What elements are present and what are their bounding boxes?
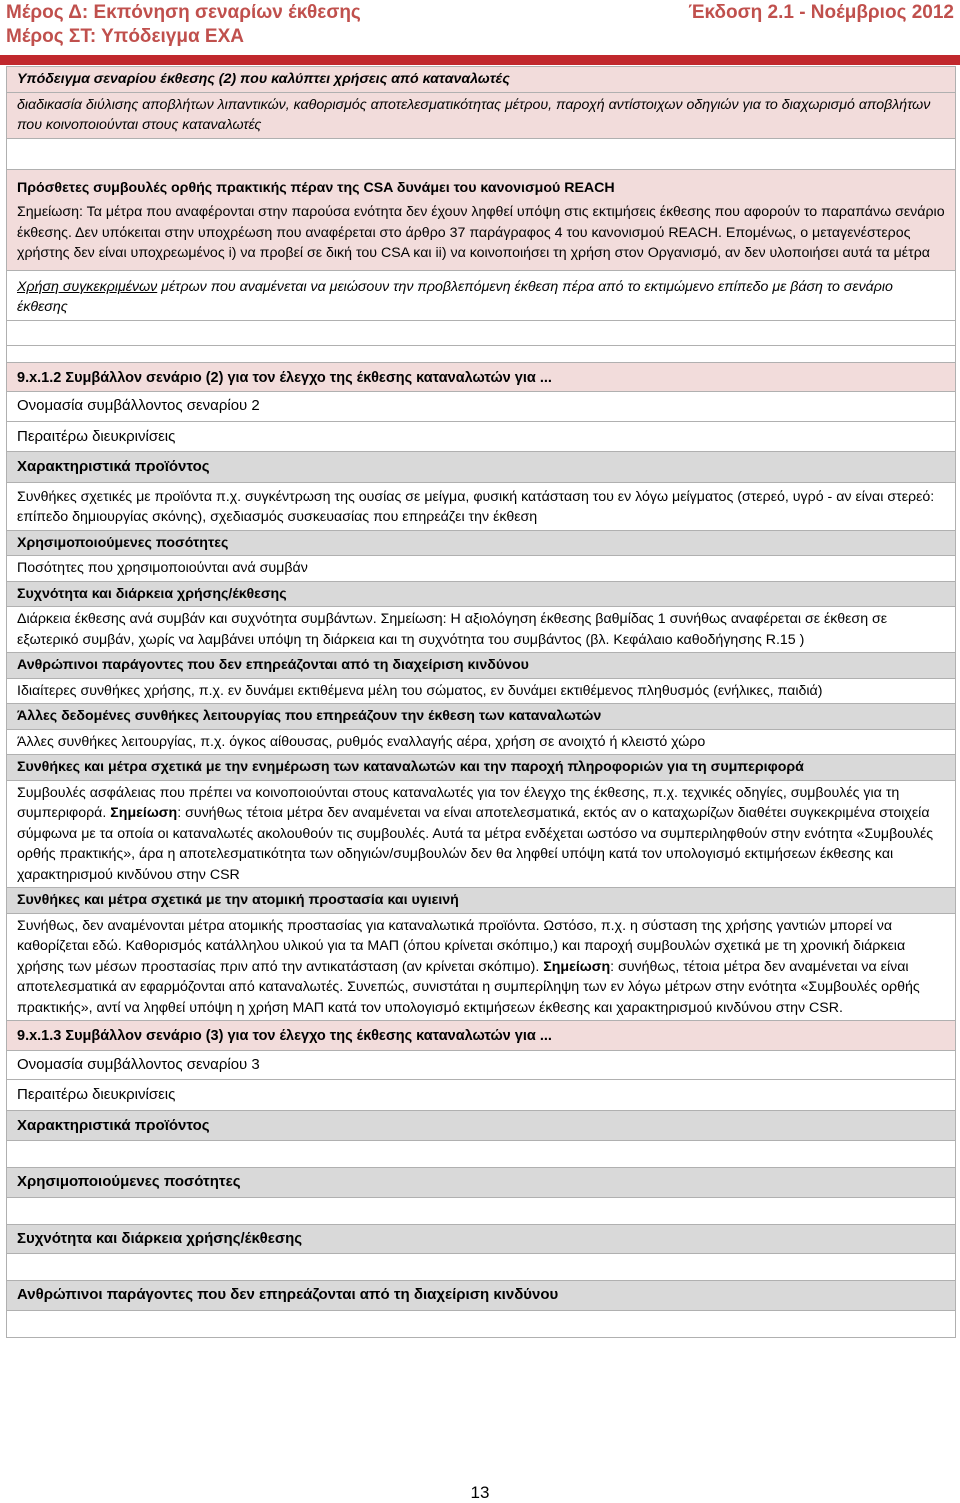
info-text-part2: : συνήθως τέτοια μέτρα δεν αναμένεται να είναι αποτελεσματικά, εκτός αν ο καταχωρίζων διαθέτει συγκεκριμένα στοιχεία σύμφωνα με τα οποία οι καταναλωτές ακολουθούν τις συμβουλές. Αυτά τα μέτρα ενδέχεται ωστόσο να συμπεριληφθούν στην ενότητα «Συμβουλές ορθής πρακτικής», άρα η αποτελεσματικότητα των οδηγιών/συμβουλών δεν θα ληφθεί υπόψη κατά τον υπολογισμό εκτιμήσεων έκθεσης και χαρακτηρισμού κινδύνου στην CSR <box>17 805 934 883</box>
empty-cell <box>7 1310 956 1337</box>
contrib2-heading-row <box>7 362 956 392</box>
contrib2-ppe-title: Συνθήκες και μέτρα σχετικά με την ατομική προστασία και υγιεινή <box>7 888 956 914</box>
contrib2-name: Ονομασία συμβάλλοντος σεναρίου 2 <box>7 392 956 422</box>
ppe-text-part1: Συνήθως, δεν αναμένονται μέτρα ατομικής προστασίας για καταναλωτικά προϊόντα. Ωστόσο, π.χ. η σύσταση της χρήσης γαντιών μπορεί να καθορίζεται εδώ. Καθορισμός κατάλληλου υλικού για τα ΜΑΠ (όπου κρίνεται σκόπιμο,) και παροχή συμβουλών σχετικά με τη χρονική διάρκεια χρήσης των μέσων προστασίας πριν από την αντικατάσταση (αν κρίνεται σκόπιμο). <box>17 917 906 975</box>
info-text-part1: Συμβουλές ασφάλειας που πρέπει να κοινοποιούνται στους καταναλωτές για τον έλεγχο της έκθεσης, π.χ. τεχνικές οδηγίες, συμβουλές για τη συμπεριφορά. <box>17 784 900 821</box>
contrib2-amounts-text: Ποσότητες που χρησιμοποιούνται ανά συμβάν <box>7 556 956 582</box>
section-title-row <box>7 67 956 93</box>
empty-cell <box>7 1197 956 1224</box>
contrib2-other-title: Άλλες δεδομένες συνθήκες λειτουργίας που επηρεάζουν την έκθεση των καταναλωτών <box>7 704 956 730</box>
section-title: Υπόδειγμα σεναρίου έκθεσης (2) που καλύπτει χρήσεις από καταναλωτές <box>7 67 956 93</box>
contrib2-info-text <box>7 780 956 888</box>
info-note-label: Σημείωση <box>110 805 178 821</box>
header-part-f: Μέρος ΣΤ: Υπόδειγμα ΕΧΑ <box>6 26 244 47</box>
ppe-note-label: Σημείωση <box>543 958 611 975</box>
specific-measures-row <box>7 270 956 320</box>
contrib3-amounts-title: Χρησιμοποιούμενες ποσότητες <box>7 1168 956 1198</box>
ppe-text-part2: : συνήθως, τέτοια μέτρα δεν αναμένεται να είναι αποτελεσματικά αν εφαρμόζονται από καταναλωτές. Συνεπώς, συνιστάται η συμπερίληψη των εν λόγω μέτρων στην ενότητα «Συμβουλές ορθής πρακτικής», αντί να ληφθεί υπόψη η χρήση ΜΑΠ κατά τον υπολογισμό εκτιμήσεων έκθεσης και χαρακτηρισμού κινδύνου στην CSR. <box>17 958 920 1016</box>
empty-cell <box>7 1141 956 1168</box>
contrib2-amounts-title: Χρησιμοποιούμενες ποσότητες <box>7 530 956 556</box>
page-number: 13 <box>470 1483 490 1502</box>
specific-measures-underlined: Χρήση συγκεκριμένων <box>17 278 158 295</box>
page-header <box>0 0 960 50</box>
contrib2-freq-text: Διάρκεια έκθεσης ανά συμβάν και συχνότητα συμβάντων. Σημείωση: Η αξιολόγηση έκθεσης βαθμίδας 1 συνήθως αναφέρεται σε έκθεση σε εξωτερικό συμβάν, χωρίς να λαμβάνει υπόψη τη διάρκεια και τη συχνότητα του συμβάντος (βλ. Κεφάλαιο καθοδήγησης R.15 ) <box>7 607 956 653</box>
section-description: διαδικασία διύλισης αποβλήτων λιπαντικών, καθορισμός αποτελεσματικότητας μέτρου, παροχή αντίστοιχων οδηγιών για το διαχωρισμό αποβλήτων που κοινοποιούνται στους καταναλωτές <box>7 92 956 138</box>
contrib3-freq-title: Συχνότητα και διάρκεια χρήσης/έκθεσης <box>7 1224 956 1254</box>
advice-row <box>7 169 956 270</box>
empty-cell <box>7 1254 956 1281</box>
contrib2-info-title: Συνθήκες και μέτρα σχετικά με την ενημέρωση των καταναλωτών και την παροχή πληροφοριών για τη συμπεριφορά <box>7 755 956 781</box>
specific-measures-text: μέτρων που αναμένεται να μειώσουν την προβλεπόμενη έκθεση πέρα από το εκτιμώμενο επίπεδο με βάση το σενάριο έκθεσης <box>17 278 893 315</box>
header-version: Έκδοση 2.1 - Νοέμβριος 2012 <box>688 2 954 23</box>
contrib2-ppe-text <box>7 913 956 1021</box>
contrib2-freq-title: Συχνότητα και διάρκεια χρήσης/έκθεσης <box>7 581 956 607</box>
contrib3-human-title: Ανθρώπινοι παράγοντες που δεν επηρεάζονται από τη διαχείριση κινδύνου <box>7 1281 956 1311</box>
contrib2-human-title: Ανθρώπινοι παράγοντες που δεν επηρεάζονται από τη διαχείριση κινδύνου <box>7 653 956 679</box>
contrib2-details: Περαιτέρω διευκρινίσεις <box>7 421 956 452</box>
empty-row <box>7 320 956 345</box>
section-description-row <box>7 92 956 138</box>
contrib2-other-text: Άλλες συνθήκες λειτουργίας, π.χ. όγκος αίθουσας, ρυθμός εναλλαγής αέρα, χρήση σε ανοιχτό ή κλειστό χώρο <box>7 729 956 755</box>
header-part-d: Μέρος Δ: Εκπόνηση σεναρίων έκθεσης <box>6 2 361 23</box>
contrib3-details: Περαιτέρω διευκρινίσεις <box>7 1080 956 1111</box>
advice-note: Σημείωση: Τα μέτρα που αναφέρονται στην παρούσα ενότητα δεν έχουν ληφθεί υπόψη στις εκτιμήσεις έκθεσης που αφορούν το παραπάνω σενάριο έκθεσης. Δεν υπόκειται στην υποχρέωση που αναφέρεται στο άρθρο 37 παράγραφος 4 του κανονισμού REACH. Επομένως, ο μεταγενέστερος χρήστης δεν είναι υποχρεωμένος i) να προβεί σε δική του CSA και ii) να κοινοποιήσει τη χρήση στον Οργανισμό, αν δεν υλοποιήσει αυτά τα μέτρα <box>17 204 945 261</box>
empty-row <box>7 345 956 362</box>
contrib2-human-text: Ιδιαίτερες συνθήκες χρήσης, π.χ. εν δυνάμει εκτιθέμενα μέλη του σώματος, εν δυνάμει εκτιθέμενος πληθυσμός (ενήλικες, παιδιά) <box>7 678 956 704</box>
empty-cell <box>7 138 956 169</box>
contrib3-name: Ονομασία συμβάλλοντος σεναρίου 3 <box>7 1050 956 1080</box>
contrib2-heading: 9.x.1.2 Συμβάλλον σενάριο (2) για τον έλεγχο της έκθεσης καταναλωτών για ... <box>7 362 956 392</box>
exposure-scenario-table <box>6 66 956 1338</box>
advice-title: Πρόσθετες συμβουλές ορθής πρακτικής πέραν της CSA δυνάμει του κανονισμού REACH <box>17 179 615 196</box>
empty-row <box>7 138 956 169</box>
contrib2-product-cond: Συνθήκες σχετικές με προϊόντα π.χ. συγκέντρωση της ουσίας σε μείγμα, φυσική κατάσταση του εν λόγω μείγματος (στερεό, υγρό - αν είναι στερεό: επίπεδο δημιουργίας σκόνης), σχεδιασμός συσκευασίας που επηρεάζει την έκθεση <box>7 482 956 530</box>
empty-cell <box>7 320 956 345</box>
contrib3-product-char: Χαρακτηριστικά προϊόντος <box>7 1110 956 1141</box>
contrib3-heading: 9.x.1.3 Συμβάλλον σενάριο (3) για τον έλεγχο της έκθεσης καταναλωτών για ... <box>7 1021 956 1051</box>
header-red-bar <box>0 55 960 65</box>
contrib3-heading-row <box>7 1021 956 1051</box>
empty-cell <box>7 345 956 362</box>
contrib2-product-char: Χαρακτηριστικά προϊόντος <box>7 452 956 483</box>
